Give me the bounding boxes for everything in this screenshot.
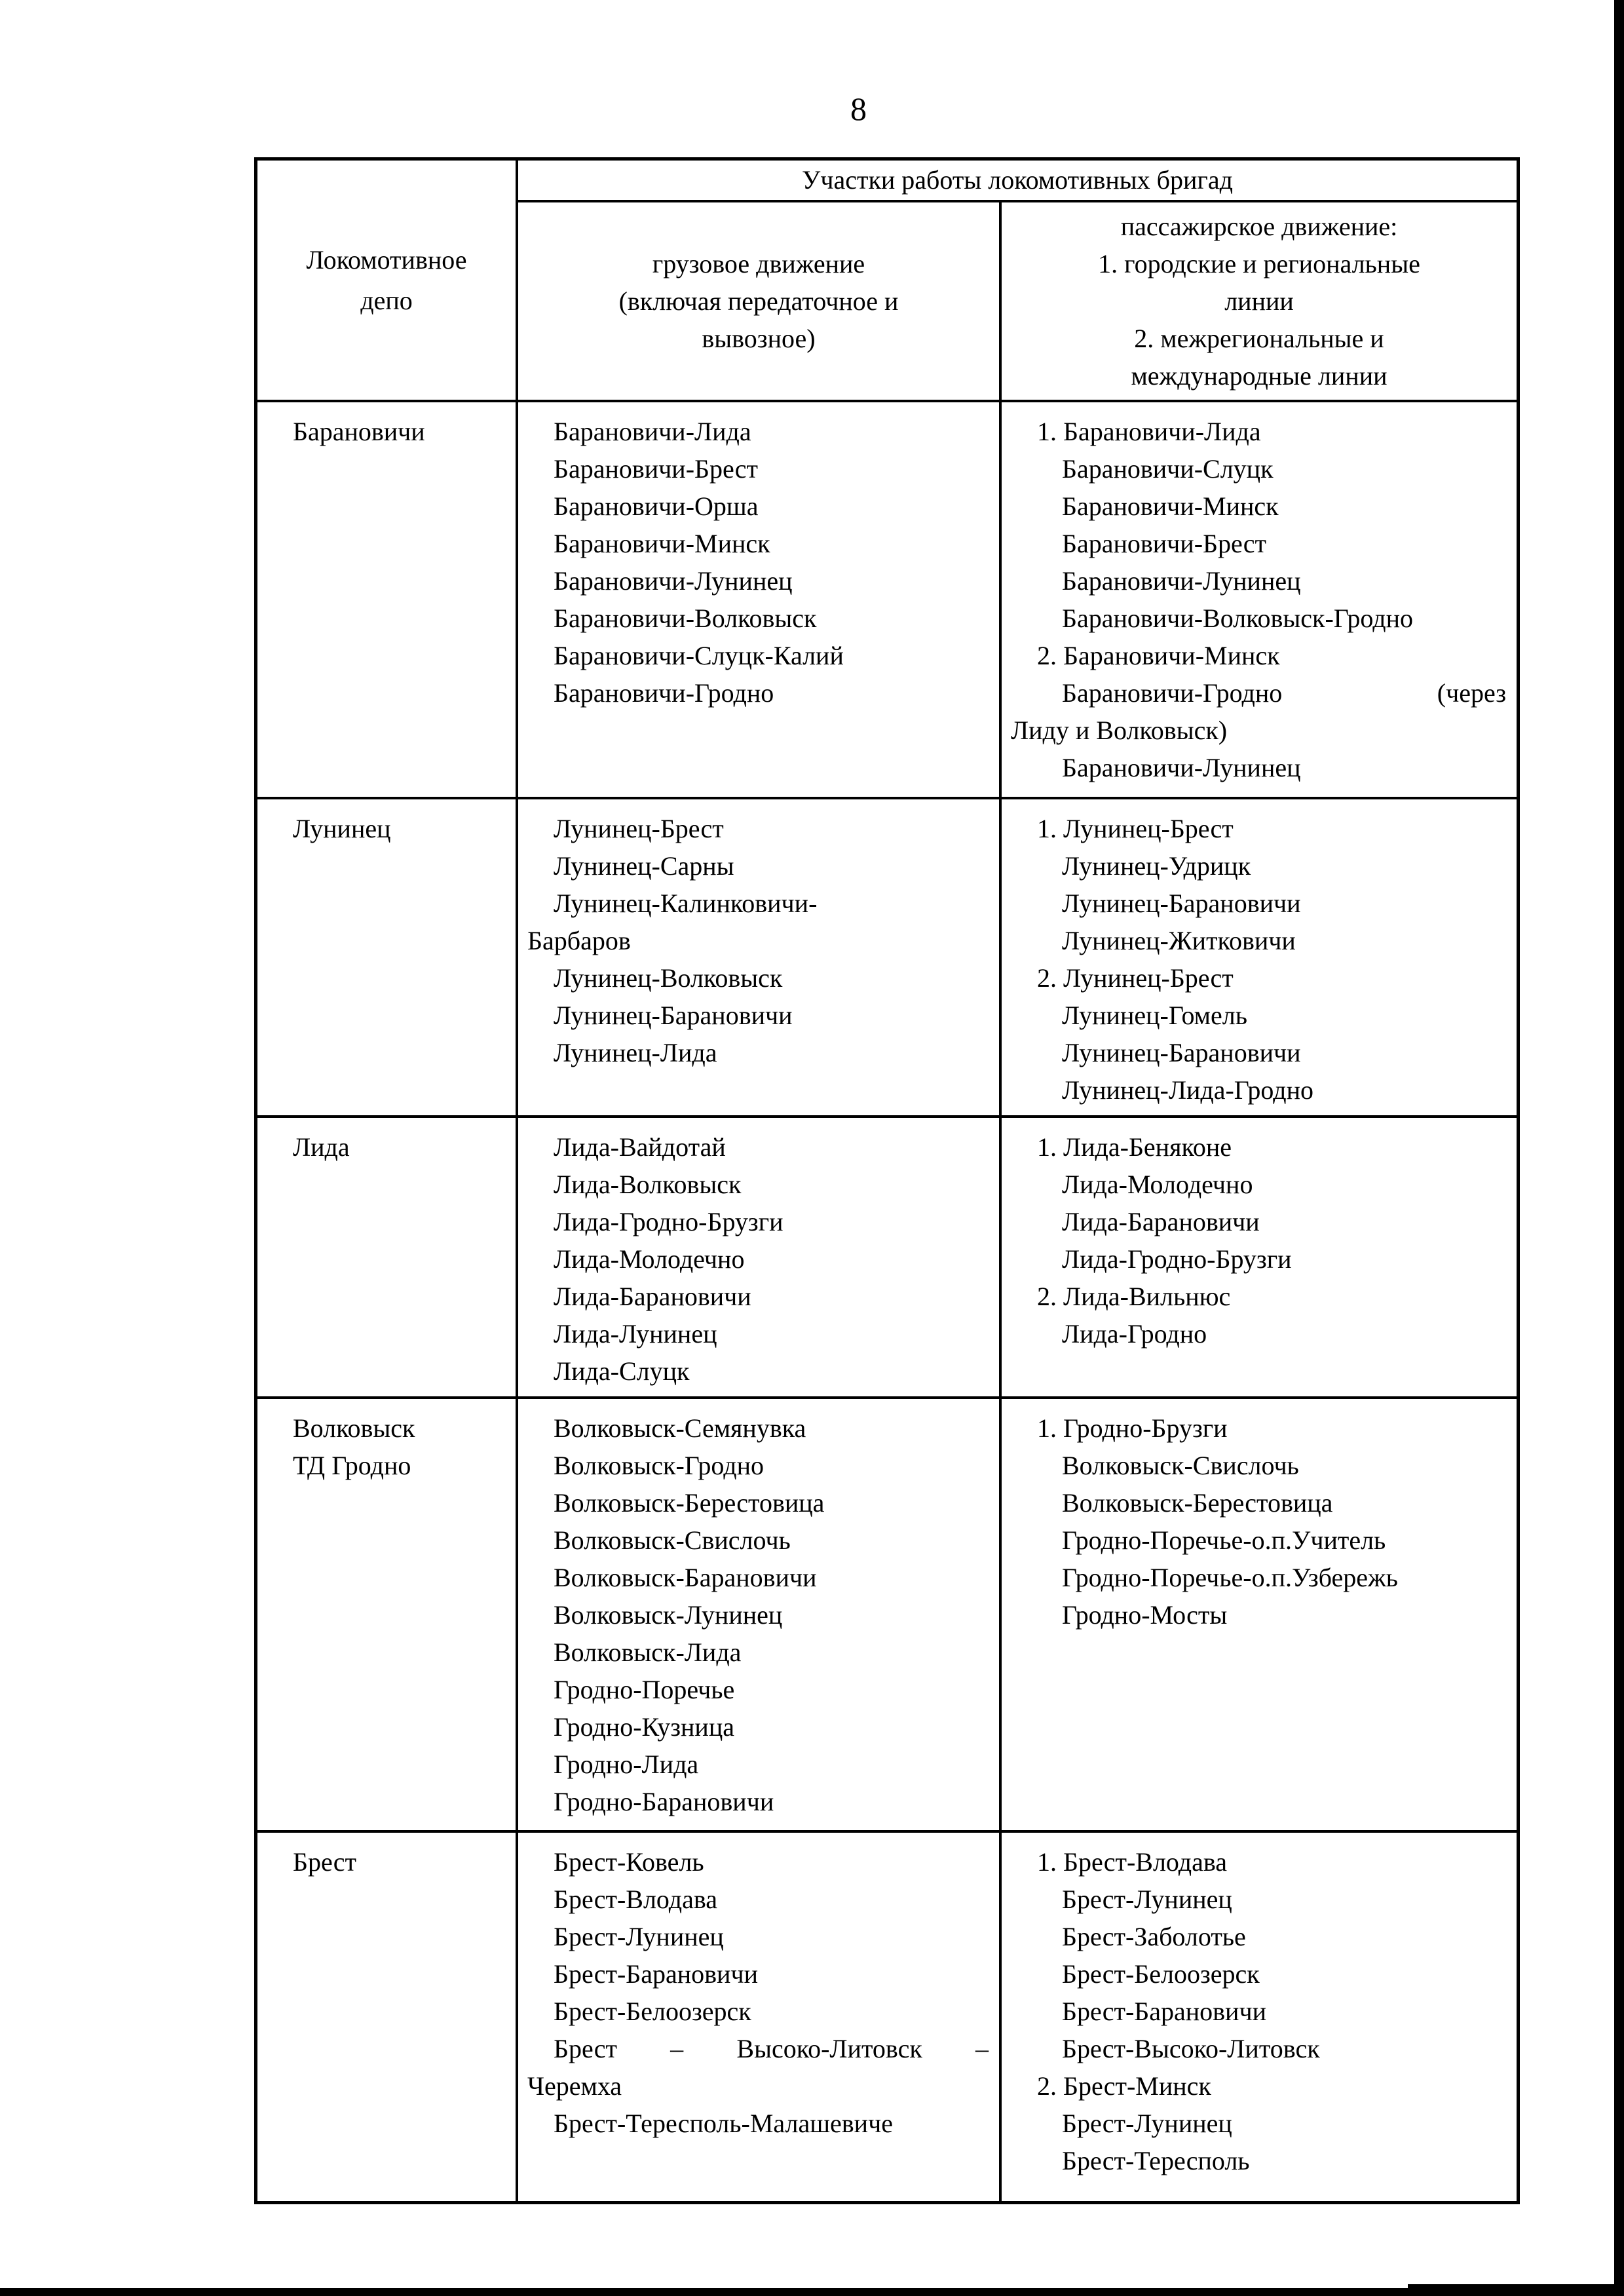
route-line: 1. Лида-Беняконе — [1037, 1132, 1232, 1162]
route-line: Брест-Белоозерск — [1062, 1959, 1260, 1989]
passenger-routes-cell — [1002, 402, 1517, 797]
route-line: Барановичи-Слуцк-Калий — [554, 641, 844, 670]
route-line: Гродно-Кузница — [554, 1712, 734, 1742]
route-line: Барановичи-Брест — [554, 454, 758, 484]
route-line: 1. Брест-Влодава — [1037, 1847, 1227, 1877]
route-line: Лунинец-Брест — [554, 814, 724, 843]
route-line: Брест-Барановичи — [1062, 1997, 1266, 2026]
route-line: Гродно-Мосты — [1062, 1600, 1228, 1630]
depot-brigades-table — [254, 157, 1520, 2204]
route-line — [554, 2030, 989, 2067]
route-line: Лунинец-Житковичи — [1062, 926, 1296, 955]
route-line: 1. Лунинец-Брест — [1037, 814, 1234, 843]
route-line: Лида-Барановичи — [1062, 1207, 1260, 1236]
header-passenger-line: международные линии — [1131, 361, 1388, 391]
table-body — [257, 400, 1517, 2201]
route-line: 1. Барановичи-Лида — [1037, 417, 1261, 446]
header-passenger-line: 2. межрегиональные и — [1134, 324, 1384, 353]
depot-cell — [257, 1399, 518, 1830]
route-line: Барановичи-Орша — [554, 491, 759, 521]
route-line: 2. Барановичи-Минск — [1037, 641, 1280, 670]
route-line: Барановичи — [293, 417, 425, 446]
route-line: Барановичи-Минск — [554, 529, 770, 558]
header-passenger-line: пассажирское движение: — [1120, 212, 1398, 241]
route-line: Волковыск-Гродно — [554, 1451, 764, 1480]
route-line: Лунинец-Барановичи — [1062, 1038, 1301, 1067]
route-line: Лида-Гродно-Брузги — [1062, 1244, 1292, 1274]
route-line: ТД Гродно — [293, 1451, 411, 1480]
header-freight-line: грузовое движение — [652, 249, 865, 278]
header-freight-cell — [518, 202, 1002, 400]
passenger-routes-cell — [1002, 799, 1517, 1115]
route-line: Лунинец — [293, 814, 391, 843]
freight-routes-cell — [518, 402, 1002, 797]
route-line: 1. Гродно-Брузги — [1037, 1413, 1228, 1443]
route-line: Лунинец-Лида-Гродно — [1062, 1075, 1314, 1105]
route-line-part: – — [670, 2034, 684, 2063]
route-line: Гродно-Барановичи — [554, 1787, 774, 1816]
route-line: Лунинец-Лида — [554, 1038, 717, 1067]
route-line: Брест-Влодава — [554, 1885, 717, 1914]
freight-routes-cell — [518, 1833, 1002, 2201]
route-line: Волковыск — [293, 1413, 415, 1443]
route-line: Брест-Заболотье — [1062, 1922, 1246, 1951]
route-line: Барановичи-Лида — [554, 417, 751, 446]
route-line: Лида-Волковыск — [554, 1170, 742, 1199]
route-line: Волковыск-Лида — [554, 1637, 742, 1667]
route-line: Брест — [293, 1847, 356, 1877]
route-line: Лунинец-Удрицк — [1062, 851, 1251, 881]
scan-artifact-bottom-right — [1408, 2284, 1624, 2296]
route-line: Лида-Лунинец — [554, 1319, 717, 1349]
route-line: Волковыск-Берестовица — [1062, 1488, 1333, 1518]
header-freight-line: (включая передаточное и — [618, 286, 899, 316]
table-row — [257, 797, 1517, 1115]
route-line: Лида-Слуцк — [554, 1356, 690, 1386]
header-right-group — [518, 161, 1517, 400]
route-line: Волковыск-Семянувка — [554, 1413, 806, 1443]
route-line: 2. Лида-Вильнюс — [1037, 1282, 1231, 1311]
freight-routes-cell — [518, 1118, 1002, 1396]
route-line: Лунинец-Калинковичи- — [554, 889, 818, 918]
table-header-row — [257, 161, 1517, 400]
depot-cell — [257, 799, 518, 1115]
header-depot-label: Локомотивное депо — [306, 244, 467, 315]
route-line: Лунинец-Барановичи — [554, 1001, 793, 1030]
route-line: Лида-Молодечно — [554, 1244, 745, 1274]
header-subrow — [518, 202, 1517, 400]
route-line: Барбаров — [527, 926, 631, 955]
route-line-part: Брест — [554, 2034, 617, 2063]
page-number: 8 — [850, 90, 867, 127]
route-line: Лида-Молодечно — [1062, 1170, 1253, 1199]
header-freight-line: вывозное) — [702, 324, 816, 353]
route-line: Барановичи-Минск — [1062, 491, 1279, 521]
route-line: Брест-Лунинец — [1062, 1885, 1232, 1914]
route-line: Лида-Гродно — [1062, 1319, 1207, 1349]
route-line: Барановичи-Гродно — [554, 678, 774, 708]
route-line: Волковыск-Барановичи — [554, 1563, 817, 1592]
freight-routes-cell — [518, 799, 1002, 1115]
route-line: Волковыск-Лунинец — [554, 1600, 783, 1630]
route-line: Гродно-Поречье — [554, 1675, 735, 1704]
route-line: Лунинец-Сарны — [554, 851, 734, 881]
route-line: Лида-Барановичи — [554, 1282, 751, 1311]
route-line: Барановичи-Брест — [1062, 529, 1266, 558]
route-line: Лунинец-Гомель — [1062, 1001, 1247, 1030]
route-line: Барановичи-Слуцк — [1062, 454, 1274, 484]
route-line: Барановичи-Лунинец — [1062, 753, 1301, 782]
header-passenger-cell — [1002, 202, 1517, 400]
table-row — [257, 1830, 1517, 2201]
route-line: Гродно-Лида — [554, 1750, 699, 1779]
freight-routes-cell — [518, 1399, 1002, 1830]
route-line: Волковыск-Берестовица — [554, 1488, 825, 1518]
route-line: Брест-Лунинец — [1062, 2109, 1232, 2138]
route-line: Лунинец-Барановичи — [1062, 889, 1301, 918]
route-line: 2. Лунинец-Брест — [1037, 963, 1234, 993]
route-line-part: Барановичи-Гродно — [1062, 678, 1283, 708]
route-line: Брест-Лунинец — [554, 1922, 724, 1951]
route-line: Гродно-Поречье-о.п.Узбережь — [1062, 1563, 1398, 1592]
table-row — [257, 400, 1517, 797]
route-line: Барановичи-Лунинец — [1062, 566, 1301, 596]
passenger-routes-cell — [1002, 1118, 1517, 1396]
route-line: Барановичи-Лунинец — [554, 566, 793, 596]
route-line: Лида-Вайдотай — [554, 1132, 726, 1162]
route-line: Брест-Тересполь-Малашевиче — [554, 2109, 893, 2138]
route-line: Волковыск-Свислочь — [1062, 1451, 1299, 1480]
route-line-part: – — [975, 2034, 989, 2063]
scan-artifact-bottom-edge — [0, 2288, 1624, 2296]
route-line-part: Высоко-Литовск — [736, 2034, 922, 2063]
route-line: Волковыск-Свислочь — [554, 1525, 791, 1555]
route-line: Черемха — [527, 2071, 622, 2101]
route-line: Брест-Барановичи — [554, 1959, 758, 1989]
route-line: Брест-Ковель — [554, 1847, 704, 1877]
route-line: Лунинец-Волковыск — [554, 963, 783, 993]
route-line: Барановичи-Волковыск — [554, 603, 817, 633]
scan-artifact-right-edge — [1614, 0, 1624, 2296]
passenger-routes-cell — [1002, 1399, 1517, 1830]
route-line: Лида — [293, 1132, 350, 1162]
table-row — [257, 1396, 1517, 1830]
route-line: Лида-Гродно-Брузги — [554, 1207, 784, 1236]
route-line: Брест-Высоко-Литовск — [1062, 2034, 1320, 2063]
route-line: Лиду и Волковыск) — [1011, 716, 1228, 745]
route-line: Барановичи-Волковыск-Гродно — [1062, 603, 1414, 633]
table-row — [257, 1115, 1517, 1396]
route-line: 2. Брест-Минск — [1037, 2071, 1211, 2101]
depot-cell — [257, 402, 518, 797]
header-span-title: Участки работы локомотивных бригад — [518, 161, 1517, 202]
passenger-routes-cell — [1002, 1833, 1517, 2201]
route-line: Брест-Тересполь — [1062, 2146, 1250, 2175]
route-line: Брест-Белоозерск — [554, 1997, 751, 2026]
route-line: Гродно-Поречье-о.п.Учитель — [1062, 1525, 1386, 1555]
header-depot-cell — [257, 161, 518, 400]
route-line — [1062, 674, 1506, 712]
route-line-part: (через — [1437, 678, 1506, 708]
header-passenger-line: линии — [1224, 286, 1294, 316]
depot-cell — [257, 1833, 518, 2201]
depot-cell — [257, 1118, 518, 1396]
header-passenger-line: 1. городские и региональные — [1098, 249, 1420, 278]
